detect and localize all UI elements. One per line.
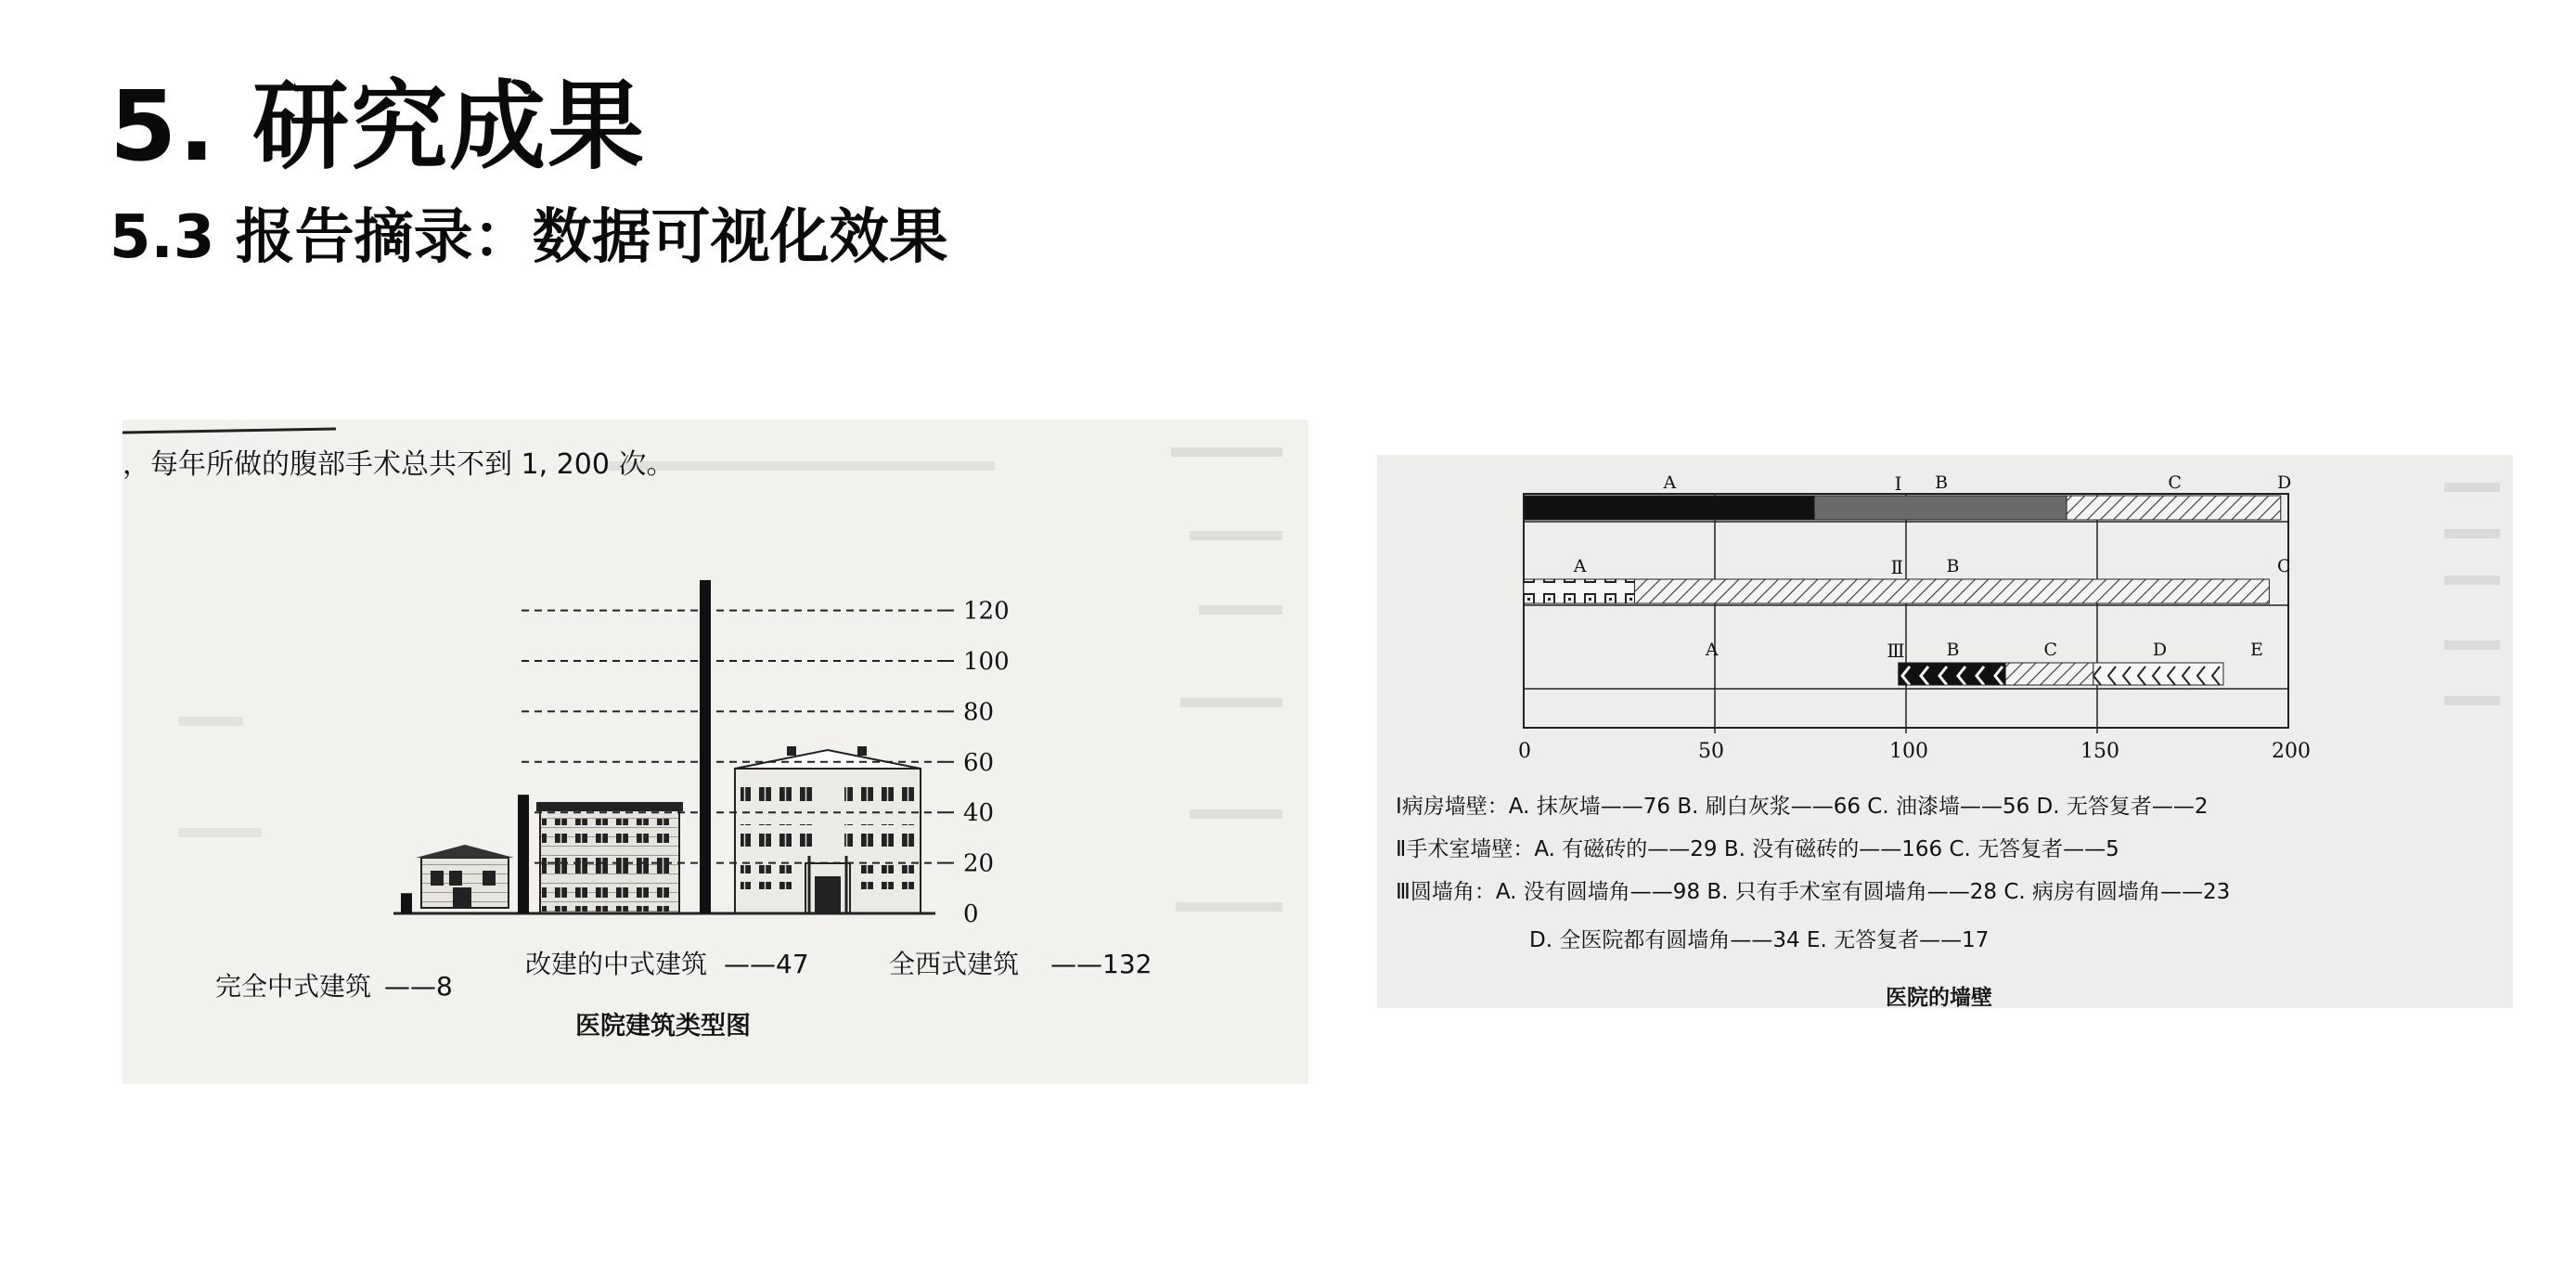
x-tick-label: 0 [1518,740,1531,763]
x-tick-label: 150 [2080,740,2119,763]
segment-Ⅰ-B [1814,496,2067,520]
legend-line: Ⅲ圆墙角：A. 没有圆墙角——98 B. 只有手术室有圆墙角——28 C. 病房有圆墙角——23 [1396,880,2231,904]
segment-Ⅰ-D [2281,496,2288,520]
stacked-bars [1518,472,2311,763]
illustration-western-building [735,746,921,913]
bar-1 [401,893,412,913]
building-types-chart [122,420,1308,1084]
segment-key-label: D [2152,640,2168,660]
y-tick-label: 100 [963,648,1010,676]
slide-title: 5. 研究成果 [109,70,647,183]
category-label: 改建的中式建筑 [525,949,708,979]
value-label: ——132 [1050,949,1153,979]
segment-Ⅱ-B [1634,579,2269,603]
page-rule [122,429,336,433]
illustration-modified-building [536,802,683,913]
y-tick-label: 120 [963,597,1010,626]
segment-key-label: D [2277,472,2292,493]
segment-key-label: A [1705,640,1719,660]
segment-key-label: B [1935,472,1949,493]
segment-Ⅱ-A [1524,579,1634,603]
x-tick-label: 100 [1889,740,1928,763]
segment-key-label: C [2043,640,2058,660]
value-label: ——47 [724,949,809,979]
figure-caption: 医院建筑类型图 [575,1012,751,1041]
segment-Ⅲ-D [2093,663,2223,685]
segment-key-label: B [1946,640,1960,660]
legend-lines [1396,795,2230,952]
row-numeral: Ⅱ [1890,556,1904,578]
show-through-text [178,447,1282,912]
segment-key-label: A [1663,472,1677,493]
segment-key-label: A [1573,556,1587,576]
value-label: ——8 [384,971,453,1002]
y-tick-label: 60 [963,748,995,777]
x-tick-label: 200 [2272,740,2311,763]
x-tick-label: 50 [1698,740,1724,763]
y-tick-label: 20 [963,849,995,878]
segment-Ⅰ-A [1524,496,1814,520]
category-labels [215,949,1152,1002]
category-label: 全西式建筑 [889,949,1020,979]
y-tick-label: 40 [963,799,995,828]
hospital-walls-chart [1377,455,2513,1008]
segment-Ⅰ-C [2067,496,2281,520]
legend-line: Ⅱ手术室墙壁：A. 有磁砖的——29 B. 没有磁砖的——166 C. 无答复者——5 [1396,837,2119,861]
building-types-figure [122,420,1308,1084]
legend-line: Ⅰ病房墙壁：A. 抹灰墙——76 B. 刷白灰浆——66 C. 油漆墙——56 D. 无答复者——2 [1396,795,2209,819]
hospital-walls-figure [1377,455,2513,1008]
row-numeral: Ⅰ [1894,472,1902,495]
y-tick-label: 0 [963,900,979,928]
segment-key-label: E [2249,640,2263,660]
y-tick-label: 80 [963,698,995,727]
segment-Ⅱ-C [2269,579,2288,603]
segment-key-label: B [1946,556,1960,576]
row-numeral: Ⅲ [1887,640,1905,662]
bar-3 [700,580,711,913]
illustration-chinese-building [416,845,514,908]
figure-caption: 医院的墙壁 [1886,986,1992,1008]
legend-line: D. 全医院都有圆墙角——34 E. 无答复者——17 [1529,928,1990,952]
segment-Ⅲ-A [1524,663,1899,685]
segment-Ⅲ-C [2005,663,2093,685]
segment-key-label: C [2277,556,2291,576]
show-through-text [2444,483,2500,705]
bar-2 [518,795,529,913]
segment-key-label: C [2168,472,2182,493]
segment-Ⅲ-E [2223,663,2288,685]
segment-Ⅲ-B [1899,663,2005,685]
slide-subtitle: 5.3 报告摘录：数据可视化效果 [109,203,948,272]
page-text-line: ，每年所做的腹部手术总共不到 1, 200 次。 [122,448,675,481]
category-label: 完全中式建筑 [215,971,372,1002]
